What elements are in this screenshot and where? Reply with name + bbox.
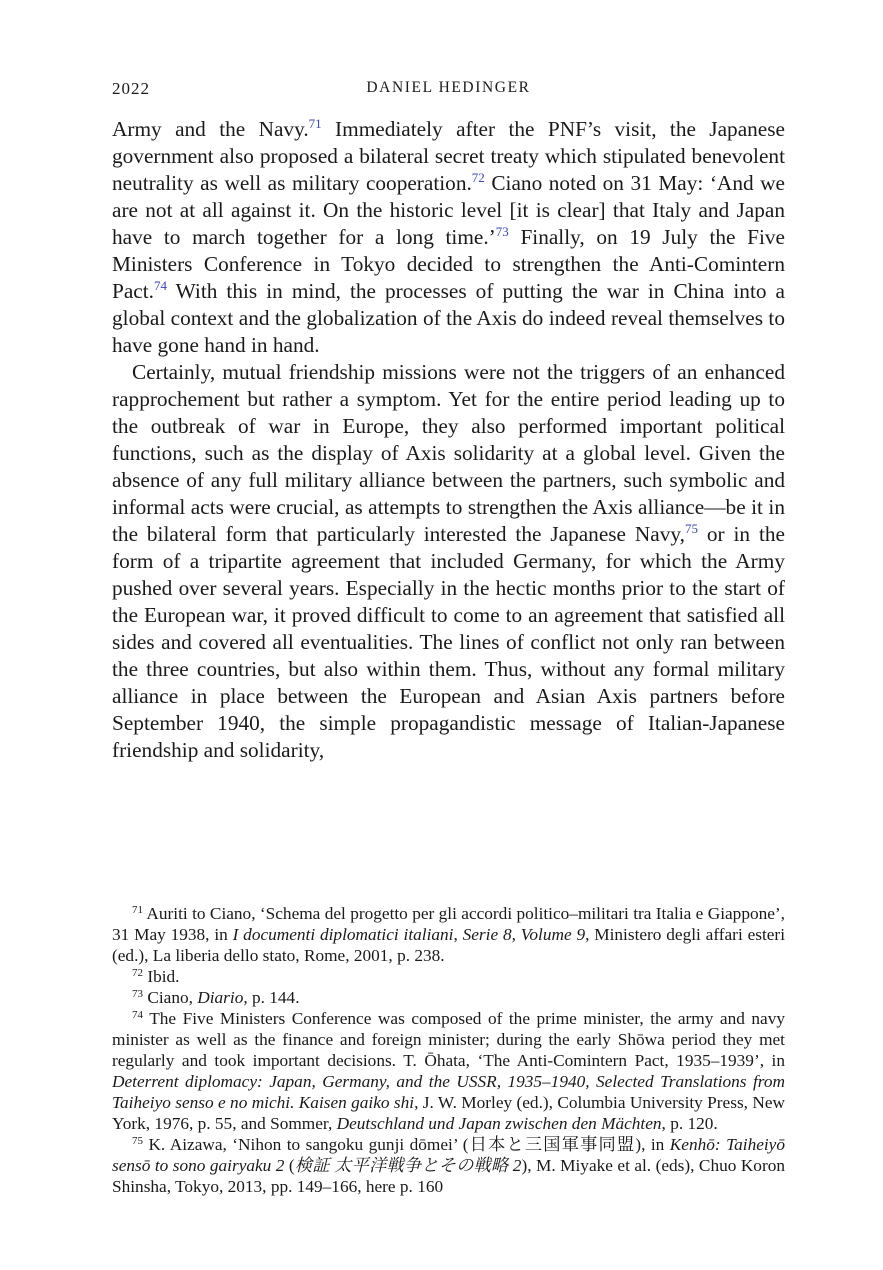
running-head: DANIEL HEDINGER xyxy=(366,79,531,96)
footnote-ref-74[interactable]: 74 xyxy=(154,278,167,293)
page-header xyxy=(112,79,785,99)
footnote-number: 74 xyxy=(132,1009,143,1021)
main-text xyxy=(112,116,785,764)
paragraph-2 xyxy=(112,359,785,764)
footnote-number: 75 xyxy=(132,1135,143,1147)
footnote-73 xyxy=(112,987,785,1008)
paragraph-1 xyxy=(112,116,785,359)
footnote-text: K. Aizawa, ‘Nihon to sangoku gunji dōmei’ (日本と三国軍事同盟), in xyxy=(143,1135,670,1154)
footnote-title: Kenhō: Taiheiyō sensō to sono gairyaku 2 xyxy=(112,1135,785,1175)
footnote-text: , p. 120. xyxy=(661,1114,718,1133)
text-run: or in the form of a tripartite agreement that included Germany, for which the Army pushed over several years. Especially in the hectic months prior to the start of the European war, it proved difficult to come to an agreement that satisfied all sides and covered all eventualities. The lines of conflict not only ran between the three countries, but also within them. Thus, without any formal military alliance in place between the European and Asian Axis partners before September 1940, the simple propagandistic message of Italian-Japanese friendship and solidarity, xyxy=(112,522,785,762)
footnote-text: Ciano, xyxy=(143,988,198,1007)
footnote-title: 検証 太平洋戦争とその戦略 2 xyxy=(294,1156,522,1175)
text-run: Army and the Navy. xyxy=(112,117,309,141)
footnote-74 xyxy=(112,1008,785,1134)
footnote-title: I documenti diplomatici italiani xyxy=(232,925,454,944)
footnotes xyxy=(112,903,785,1197)
footnote-title: Deterrent diplomacy: Japan, Germany, and the USSR, 1935–1940, Selected Translations from Taiheiyo senso e no michi. Kaisen gaiko shi xyxy=(112,1072,785,1112)
footnote-number: 72 xyxy=(132,967,143,979)
footnote-title: Serie 8, Volume 9 xyxy=(462,925,586,944)
footnote-title: Deutschland und Japan zwischen den Mächten xyxy=(336,1114,662,1133)
footnote-text: , Ministero degli affari esteri (ed.), La liberia dello stato, Rome, 2001, p. 238. xyxy=(112,925,785,965)
footnote-75 xyxy=(112,1134,785,1197)
footnote-number: 73 xyxy=(132,988,143,1000)
text-run: Immediately after the PNF’s visit, the Japanese government also proposed a bilateral secret treaty which stipulated benevolent neutrality as well as military cooperation. xyxy=(112,117,785,195)
footnote-text: Auriti to Ciano, ‘Schema del progetto per gli accordi politico–militari tra Italia e Giappone’, 31 May 1938, in xyxy=(112,904,785,944)
footnote-ref-72[interactable]: 72 xyxy=(471,170,485,185)
footnote-text: , xyxy=(453,925,463,944)
footnote-ref-75[interactable]: 75 xyxy=(684,521,698,536)
footnote-number: 71 xyxy=(132,904,143,916)
footnote-text: ), M. Miyake et al. (eds), Chuo Koron Shinsha, Tokyo, 2013, pp. 149–166, here p. 160 xyxy=(112,1156,785,1196)
footnote-ref-73[interactable]: 73 xyxy=(495,224,509,239)
footnote-text: , J. W. Morley (ed.), Columbia University Press, New York, 1976, p. 55, and Sommer, xyxy=(112,1093,785,1133)
footnote-text: Ibid. xyxy=(143,967,180,986)
text-run: Certainly, mutual friendship missions were not the triggers of an enhanced rapprochement but rather a symptom. Yet for the entire period leading up to the outbreak of war in Europe, they also performed important political functions, such as the display of Axis solidarity at a global level. Given the absence of any full military alliance between the partners, such symbolic and informal acts were crucial, as attempts to strengthen the Axis alliance—be it in the bilateral form that particularly interested the Japanese Navy, xyxy=(112,360,785,546)
footnote-72 xyxy=(112,966,785,987)
page-number: 2022 xyxy=(112,79,150,98)
footnote-ref-71[interactable]: 71 xyxy=(308,116,322,131)
footnote-text: ( xyxy=(284,1156,295,1175)
text-run: With this in mind, the processes of putting the war in China into a global context and the globalization of the Axis do indeed reveal themselves to have gone hand in hand. xyxy=(112,279,785,357)
footnote-text: , p. 144. xyxy=(243,988,300,1007)
footnote-71 xyxy=(112,903,785,966)
text-run: Ciano noted on 31 May: ‘And we are not at all against it. On the historic level [it is clear] that Italy and Japan have to march together for a long time.’ xyxy=(112,171,785,249)
footnote-title: Diario xyxy=(197,988,244,1007)
text-run: Finally, on 19 July the Five Ministers Conference in Tokyo decided to strengthen the Anti-Comintern Pact. xyxy=(112,225,785,303)
footnote-text: The Five Ministers Conference was composed of the prime minister, the army and navy minister as well as the finance and foreign minister; during the early Shōwa period they met regularly and took important decisions. T. Ōhata, ‘The Anti-Comintern Pact, 1935–1939’, in xyxy=(112,1009,785,1070)
